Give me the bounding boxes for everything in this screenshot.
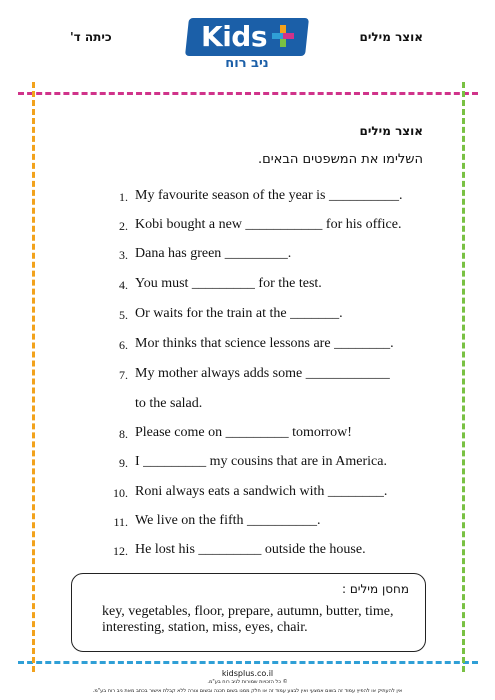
word-bank-words: key, vegetables, floor, prepare, autumn, butter, time, interesting, station, miss, eyes, chair.: [102, 604, 394, 635]
question-continuation: to the salad.: [135, 396, 203, 411]
instruction-text: השלימו את המשפטים הבאים.: [258, 152, 423, 167]
footer-legal: אין להעתיק או להפיץ עמוד זה בשום אמצעי ואין לבצע עמוד זה או חלק ממנו בשום תכנה ובשום צורה ללא קבלת אישור בכתב מאת ניב רוח בע"מ.: [92, 688, 403, 694]
question-number: 7.: [119, 368, 128, 382]
frame-right-border: [462, 82, 465, 672]
topic-label: אוצר מילים: [359, 30, 423, 44]
question-text: My mother always adds some ____________: [135, 366, 390, 381]
question-text: You must _________ for the test.: [135, 276, 322, 291]
question-number: 3.: [119, 248, 128, 262]
question-number: 2.: [119, 219, 128, 233]
question-text: Mor thinks that science lessons are ________.: [135, 336, 394, 351]
logo-subtitle: ניב רוח: [225, 56, 269, 71]
question-text: Kobi bought a new ___________ for his office.: [135, 217, 402, 232]
question-text: We live on the fifth __________.: [135, 513, 321, 528]
question-number: 10.: [113, 486, 128, 500]
footer-copyright: © כל הזכויות שמורות לניב רוח בע"מ.: [207, 679, 288, 685]
question-number: 1.: [119, 190, 128, 204]
question-number: 9.: [119, 456, 128, 470]
question-text: Please come on _________ tomorrow!: [135, 425, 352, 440]
question-number: 4.: [119, 278, 128, 292]
footer-site: kidsplus.co.il: [221, 669, 274, 678]
question-number: 8.: [119, 427, 128, 441]
question-text: Roni always eats a sandwich with ________.: [135, 484, 388, 499]
question-number: 11.: [113, 515, 128, 529]
frame-top-border: [18, 92, 478, 95]
word-bank-title: מחסן מילים :: [341, 582, 409, 596]
question-number: 12.: [113, 544, 128, 558]
frame-bottom-border: [18, 661, 478, 664]
plus-icon: [271, 24, 295, 48]
grade-label: כיתה ד': [70, 30, 112, 44]
question-number: 6.: [119, 338, 128, 352]
question-text: I _________ my cousins that are in America.: [135, 454, 387, 469]
word-bank-box: [71, 573, 426, 652]
question-number: 5.: [119, 308, 128, 322]
kids-plus-logo: [187, 18, 307, 76]
section-title: אוצר מילים: [359, 124, 423, 138]
logo-word: Kids: [201, 20, 268, 53]
question-text: Dana has green _________.: [135, 246, 292, 261]
question-text: My favourite season of the year is __________.: [135, 188, 403, 203]
frame-left-border: [32, 82, 35, 672]
question-text: He lost his _________ outside the house.: [135, 542, 366, 557]
question-text: Or waits for the train at the _______.: [135, 306, 343, 321]
